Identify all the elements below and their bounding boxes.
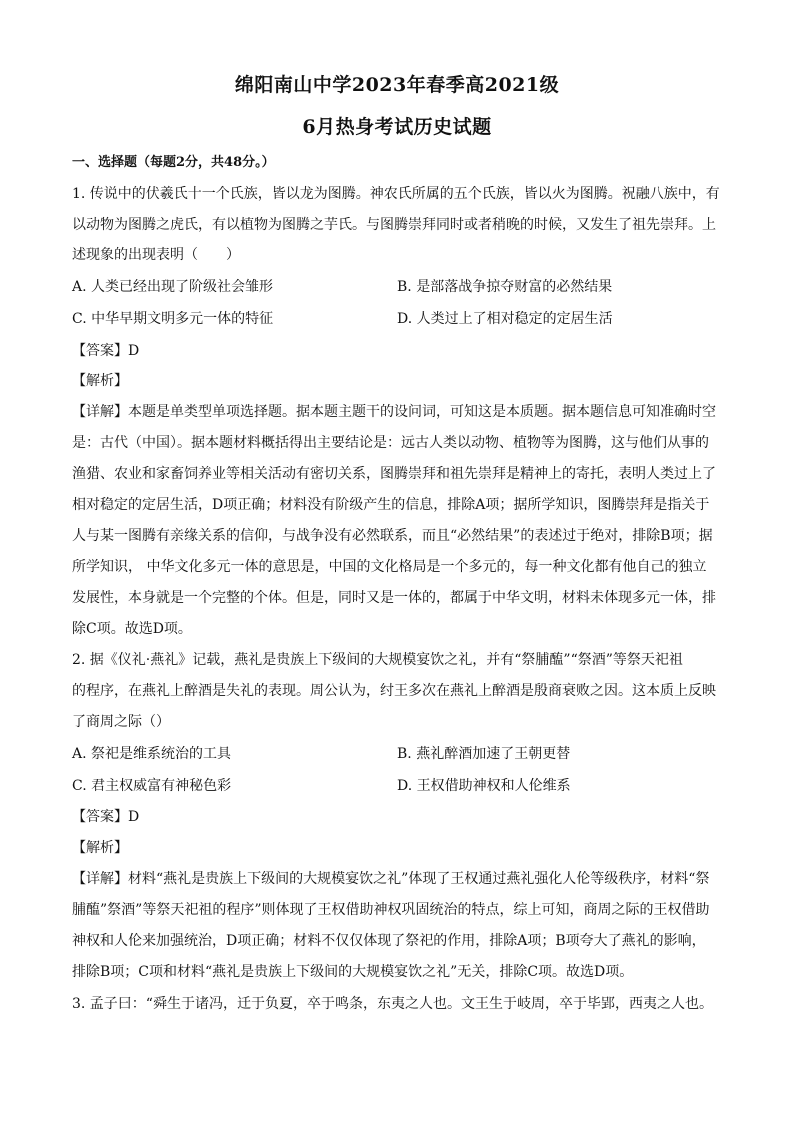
- q1-detail-line-3: 渔猎、农业和家畜饲养业等相关活动有密切关系，图腾崇拜和祖先崇拜是精神上的寄托，表明人类过上了: [72, 466, 716, 482]
- exam-title-line1: 绵阳南山中学2023年春季高2021级: [234, 74, 560, 96]
- q1-option-d: D. 人类过上了相对稳定的定居生活: [397, 311, 613, 327]
- q2-detail-line-3: 神权和人伦来加强统治，D项正确；材料不仅仅体现了祭祀的作用，排除A项；B项夸大了燕礼的影响，: [72, 933, 706, 949]
- q1-detail-line-4: 相对稳定的定居生活，D项正确；材料没有阶级产生的信息，排除A项；据所学知识，图腾崇拜是指关于: [72, 497, 710, 513]
- q2-stem-line-1: 2. 据《仪礼·燕礼》记载，燕礼是贵族上下级间的大规模宴饮之礼，并有“祭脯醢”“祭酒”等祭天祀祖: [72, 652, 683, 668]
- q1-answer: 【答案】D: [72, 343, 140, 359]
- q2-stem-line-3: 了商周之际（）: [72, 714, 170, 730]
- q1-stem-line-1: 1. 传说中的伏羲氏十一个氏族，皆以龙为图腾。神农氏所属的五个氏族，皆以火为图腾。祝融八族中，有: [72, 186, 720, 202]
- q2-answer: 【答案】D: [72, 809, 140, 825]
- q1-stem-line-3: 述现象的出现表明（ ）: [72, 247, 240, 263]
- q2-detail-line-4: 排除B项；C项和材料“燕礼是贵族上下级间的大规模宴饮之礼”无关，排除C项。故选D项。: [72, 964, 634, 980]
- q1-detail-line-6: 所学知识， 中华文化多元一体的意思是，中国的文化格局是一个多元的，每一种文化都有他自己的独立: [72, 559, 707, 575]
- q1-detail-line-8: 除C项。故选D项。: [72, 621, 192, 637]
- q1-option-c: C. 中华早期文明多元一体的特征: [72, 311, 274, 327]
- q2-stem-line-2: 的程序，在燕礼上醉酒是失礼的表现。周公认为，纣王多次在燕礼上醉酒是殷商衰败之因。这本质上反映: [72, 683, 716, 699]
- q2-option-b: B. 燕礼醉酒加速了王朝更替: [397, 746, 571, 762]
- q2-option-a: A. 祭祀是维系统治的工具: [72, 746, 232, 762]
- q2-detail-line-1: 【详解】材料“燕礼是贵族上下级间的大规模宴饮之礼”体现了王权通过燕礼强化人伦等级秩序，材料“祭: [72, 871, 710, 887]
- q2-analysis-label: 【解析】: [72, 840, 128, 856]
- q1-detail-line-1: 【详解】本题是单类型单项选择题。据本题主题干的设问词，可知这是本质题。据本题信息可知准确时空: [72, 404, 716, 420]
- q2-option-c: C. 君主权威富有神秘色彩: [72, 778, 232, 794]
- q1-option-b: B. 是部落战争掠夺财富的必然结果: [397, 279, 613, 295]
- section-heading: 一、选择题（每题2分，共48分。）: [72, 155, 275, 170]
- q1-detail-line-5: 人与某一图腾有亲缘关系的信仰，与战争没有必然联系，而且“必然结果”的表述过于绝对，排除B项；据: [72, 528, 713, 544]
- q1-option-a: A. 人类已经出现了阶级社会雏形: [72, 279, 274, 295]
- q2-detail-line-2: 脯醢”祭酒”等祭天祀祖的程序”则体现了王权借助神权巩固统治的特点，综上可知，商周之际的王权借助: [72, 902, 710, 918]
- q1-analysis-label: 【解析】: [72, 373, 128, 389]
- q1-detail-line-7: 发展性，本身就是一个完整的个体。但是，同时又是一体的，都属于中华文明，材料未体现多元一体，排: [72, 590, 716, 606]
- q1-stem-line-2: 以动物为图腾之虎氏，有以植物为图腾之芋氏。与图腾崇拜同时或者稍晚的时候，又发生了祖先崇拜。上: [72, 217, 716, 233]
- q2-option-d: D. 王权借助神权和人伦维系: [397, 778, 571, 794]
- q1-detail-line-2: 是：古代（中国）。据本题材料概括得出主要结论是：远古人类以动物、植物等为图腾，这与他们从事的: [72, 435, 709, 451]
- q3-stem-line-1: 3. 孟子曰：“舜生于诸冯，迁于负夏，卒于鸣条，东夷之人也。文王生于岐周，卒于毕郢，西夷之人也。: [72, 996, 713, 1012]
- exam-title-line2: 6月热身考试历史试题: [302, 116, 492, 138]
